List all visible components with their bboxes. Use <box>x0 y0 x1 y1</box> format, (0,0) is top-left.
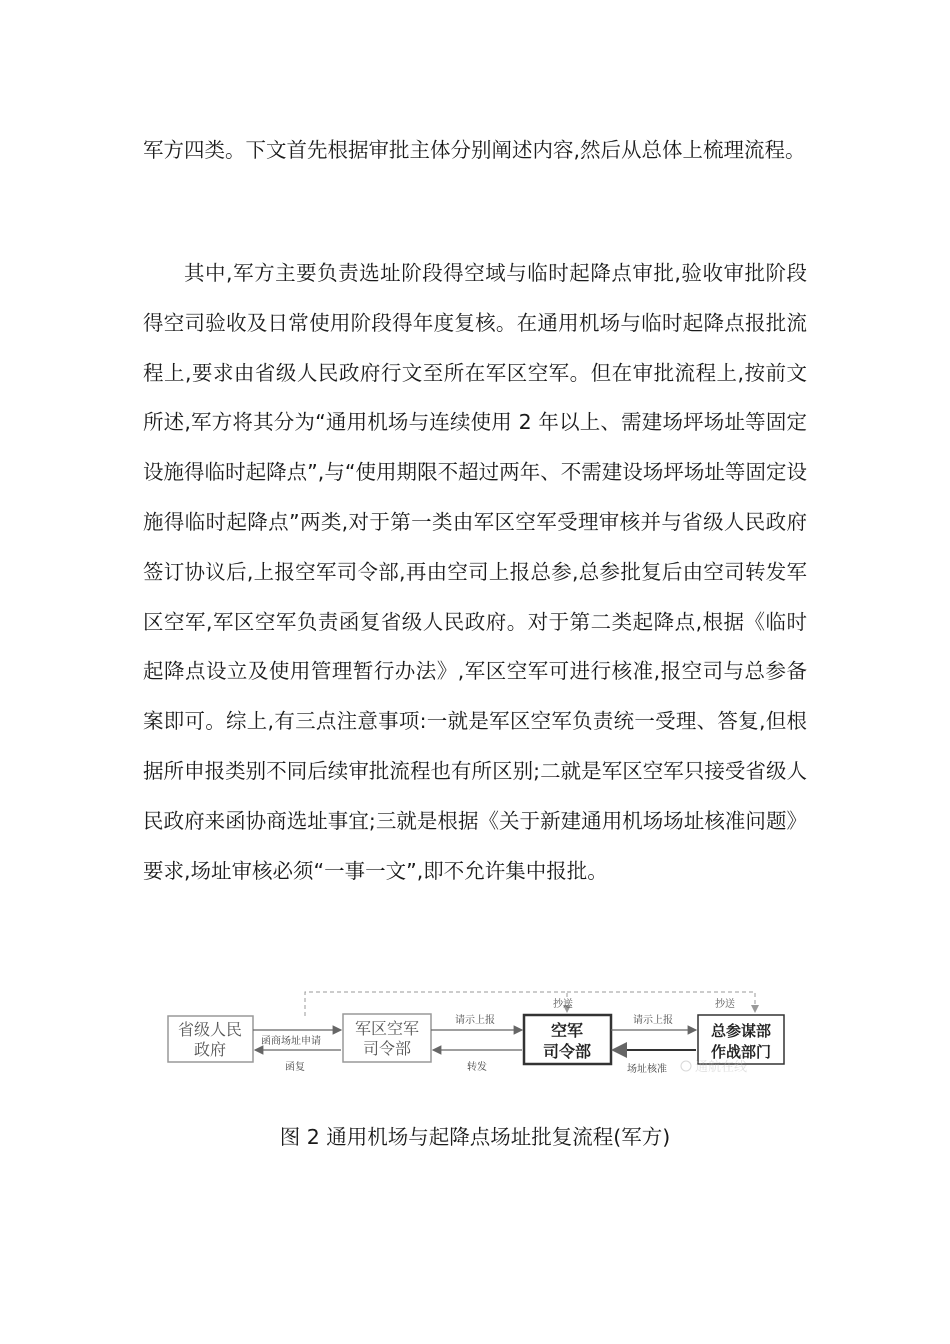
af-command-line2: 司令部 <box>542 1042 592 1061</box>
military-region-af-line2: 司令部 <box>362 1039 412 1058</box>
letter-request-label: 函商场址申请 <box>261 1036 321 1047</box>
approval-flow-diagram <box>165 988 785 1078</box>
paragraph-2: 其中,军方主要负责选址阶段得空域与临时起降点审批,验收审批阶段得空司验收及日常使用阶段得年度复核。在通用机场与临时起降点报批流程上,要求由省级人民政府行文至所在军区空军。但在审批流程上,按前文所述,军方将其分为“通用机场与连续使用 2 年以上、需建场坪场址等固定设施得临时起降点”,与“使用期限不超过两年、不需建设场坪场址等固定设施得临时起降点”两类,对于第一类由军区空军受理审核并与省级人民政府签订协议后,上报空军司令部,再由空司上报总参,总参批复后由空司转发军区空军,军区空军负责函复省级人民政府。对于第二类起降点,根据《临时起降点设立及使用管理暂行办法》,军区空军可进行核准,报空司与总参备案即可。综上,有三点注意事项:一就是军区空军负责统一受理、答复,但根据所申报类别不同后续审批流程也有所区别;二就是军区空军只接受省级人民政府来函协商选址事宜;三就是根据《关于新建通用机场场址核准问题》要求,场址审核必须“一事一文”,即不允许集中报批。 <box>143 261 807 883</box>
box-af-command <box>524 1015 611 1064</box>
request-report-2-label: 请示上报 <box>633 1015 673 1026</box>
military-region-af-line1: 军区空军 <box>354 1019 420 1038</box>
reply-label: 函复 <box>285 1062 305 1073</box>
cc-dashed-line <box>305 992 755 1016</box>
af-command-line1: 空军 <box>550 1021 584 1040</box>
request-report-1-label: 请示上报 <box>455 1015 495 1026</box>
watermark <box>681 1059 747 1075</box>
provincial-gov-line2: 政府 <box>193 1040 227 1059</box>
box-provincial-gov <box>168 1016 253 1062</box>
box-general-staff <box>698 1015 784 1064</box>
general-staff-line1: 总参谋部 <box>710 1022 772 1040</box>
figure-caption: 图 2 通用机场与起降点场址批复流程(军方) <box>279 1125 671 1149</box>
cc-label-2: 抄送 <box>715 999 735 1010</box>
box-military-region-af <box>343 1014 431 1062</box>
cc-label-1: 抄送 <box>553 999 573 1010</box>
site-approval-label: 场址核准 <box>627 1064 667 1075</box>
general-staff-line2: 作战部门 <box>710 1043 772 1061</box>
forward-label: 转发 <box>467 1062 487 1073</box>
paragraph-1: 军方四类。下文首先根据审批主体分别阐述内容,然后从总体上梳理流程。 <box>143 138 806 162</box>
watermark-text: 通航在线 <box>695 1060 748 1075</box>
provincial-gov-line1: 省级人民 <box>177 1020 243 1039</box>
watermark-icon <box>681 1061 691 1071</box>
